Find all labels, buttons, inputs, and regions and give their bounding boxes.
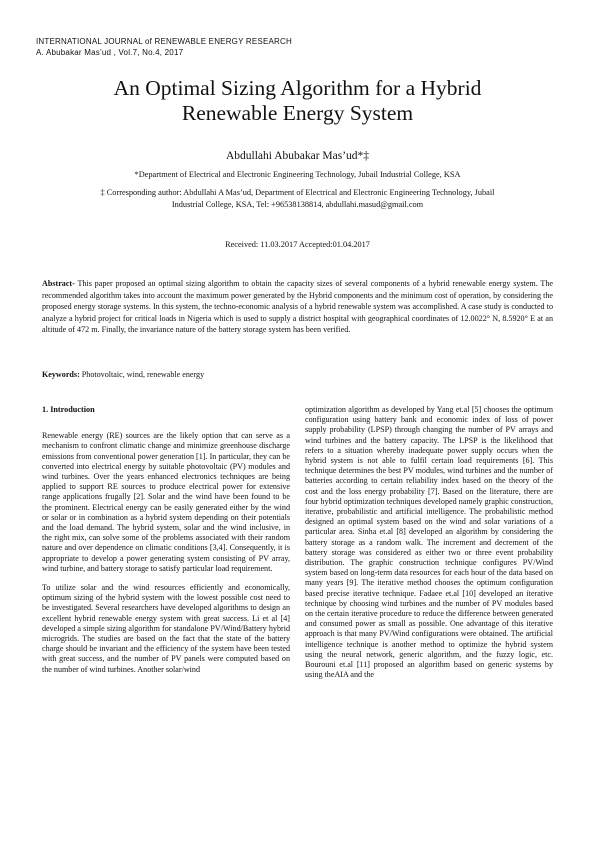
abstract-text: This paper proposed an optimal sizing algorithm to obtain the capacity sizes of several components of a hybrid renewable energy system. The recommended algorithm takes into account the maximum power generated by the Hybrid components and the minimum cost of operation, by considering the proposed energy storage systems. In this system, the techno-economic analysis of a hybrid renewable system was accomplished. A case study is conducted to analyze a hybrid project for critical loads in Nigeria which is used to supply a district hospital with geographical coordinates of 12.0022° N, 8.5920° E at an altitude of 472 m. Finally, the invariance nature of the battery storage system has been verified. [42,279,553,335]
corresponding-line-2: Industrial College, KSA, Tel: +96538138814, abdullahi.masud@gmail.com [171,200,424,209]
left-column [42,405,290,684]
paragraph: Renewable energy (RE) sources are the likely option that can serve as a mechanism to confront climatic change and minimize greenhouse discharge emissions from conventional power generation [1]. In particular, they can be converted into electrical energy by suitable photovoltaic (PV) modules and wind turbines. Over the years enhanced electronics techniques are being applied to support RE sources to produce electrical power for extensive range applications frugally [2]. Solar and the wind have been found to be the prominent. Electrical energy can be easily generated either by the wind or solar or in combination as a hybrid system depending on their potentials and the load demand. The hybrid system, solar and the wind inclusive, in the right mix, can solve some of the problems associated with their random nature and over dependence on climatic conditions [3,4]. Consequently, it is appropriate to develop a power generating system consisting of PV array, wind turbine, and battery storage to satisfy particular load requirement. [42,431,290,573]
running-header [36,36,292,58]
title-line-1: An Optimal Sizing Algorithm for a Hybrid [113,76,482,100]
paragraph: optimization algorithm as developed by Yang et.al [5] chooses the optimum configuration using battery bank and economic index of loss of power supply probability (LPSP) through changing the number of PV arrays and wind turbines and the battery capacity. The LPSP is the likelihood that refers to a situation whereby inadequate power supply occurs when the hybrid system is not able to fulfil certain load requirements [6]. This technique determines the best PV modules, wind turbines and the number of batteries according to certain reliability index based on the theory of the cost and the loss energy probability [7]. Based on the literature, there are four hybrid optimization techniques developed namely graphic construction, iterative, probabilistic and artificial intelligence. The probabilistic method designed an optimal system based on the wind and solar variations of a particular area. Sinha et.al [8] developed an algorithm by considering the battery storage as a random walk. The increment and decrement of the battery storage was considered as either two or three event probability distribution. The graphic construction technique configures PV/Wind system based on long-term data resources for each hour of the data based on many years [9]. The iterative method chooses the optimum configuration based precise iterative technique. Fadaee et.al [10] developed an iterative technique by choosing wind turbines and the number of PV modules based on the certain iterative procedure to reduce the difference between generated and consumed power as small as possible. One advantage of this iterative approach is that many PV/Wind configurations were obtained. The artificial intelligence technique is another method to optimize the hybrid system using the neural network, generic algorithm, and the fuzzy logic, etc. Bourouni et.al [11] proposed an algorithm based on generic systems by using theAIA and the [305,405,553,680]
right-column [305,405,553,689]
abstract [42,278,553,336]
section-heading-introduction: 1. Introduction [42,405,95,414]
author-name: Abdullahi Abubakar Mas’ud*‡ [225,150,370,162]
journal-name: INTERNATIONAL JOURNAL of RENEWABLE ENERGY RESEARCH [36,37,292,46]
keywords-label: Keywords: [42,370,80,379]
paragraph: To utilize solar and the wind resources efficiently and economically, optimum sizing of the hybrid system with the lowest possible cost need to be investigated. Several researchers have developed algorithms to design an excellent hybrid renewable energy system with great success. Li et al [4] developed a simple sizing algorithm for standalone PV/Wind/Battery hybrid microgrids. The studies are based on the fact that the state of the battery charge should be invariant and the efficiency of the system have been tested with great success, and the number of PV panels were computed based on the number of wind turbines. Another solar/wind [42,583,290,674]
corresponding-line-1: ‡ Corresponding author: Abdullahi A Mas’ud, Department of Electrical and Electronic Engineering Technology, Jubail [100,188,495,197]
keywords [42,370,553,379]
keywords-text: Photovoltaic, wind, renewable energy [79,370,205,379]
paper-title [40,76,555,126]
affiliation: *Department of Electrical and Electronic Engineering Technology, Jubail Industrial College, KSA [134,170,461,179]
citation-line: A. Abubakar Mas’ud , Vol.7, No.4, 2017 [36,48,184,57]
received-accepted-dates: Received: 11.03.2017 Accepted:01.04.2017 [225,240,370,249]
corresponding-author [36,187,559,211]
abstract-label: Abstract- [42,279,75,288]
title-line-2: Renewable Energy System [181,101,414,125]
